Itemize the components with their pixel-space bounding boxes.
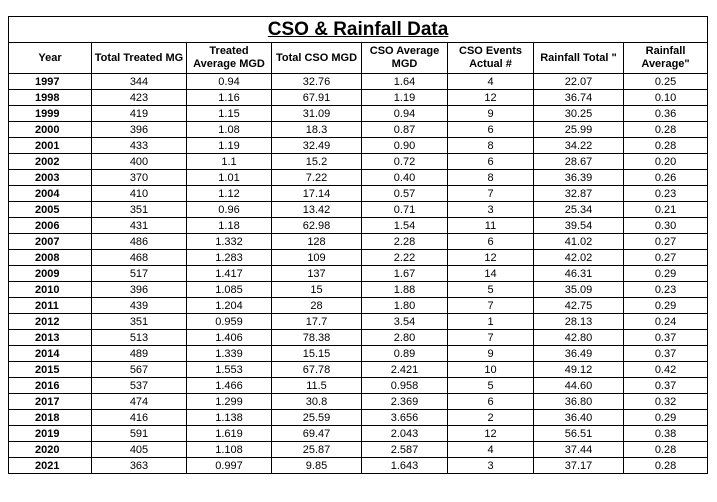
table-cell: 1.204 bbox=[187, 298, 272, 314]
table-cell: 0.30 bbox=[624, 218, 708, 234]
table-cell: 11.5 bbox=[272, 378, 362, 394]
table-cell: 1.619 bbox=[187, 426, 272, 442]
year-cell: 2003 bbox=[9, 170, 92, 186]
table-cell: 4 bbox=[448, 74, 534, 90]
table-cell: 3 bbox=[448, 458, 534, 474]
table-cell: 9 bbox=[448, 106, 534, 122]
table-cell: 3 bbox=[448, 202, 534, 218]
table-cell: 28.67 bbox=[534, 154, 624, 170]
table-cell: 2.043 bbox=[362, 426, 448, 442]
table-cell: 1.12 bbox=[187, 186, 272, 202]
table-cell: 25.59 bbox=[272, 410, 362, 426]
table-cell: 1 bbox=[448, 314, 534, 330]
year-cell: 2000 bbox=[9, 122, 92, 138]
table-cell: 0.959 bbox=[187, 314, 272, 330]
table-cell: 32.49 bbox=[272, 138, 362, 154]
year-cell: 1998 bbox=[9, 90, 92, 106]
table-cell: 7 bbox=[448, 186, 534, 202]
column-header: Treated Average MGD bbox=[187, 43, 272, 74]
table-cell: 9 bbox=[448, 346, 534, 362]
title-row bbox=[9, 17, 708, 43]
table-cell: 0.37 bbox=[624, 346, 708, 362]
table-cell: 0.24 bbox=[624, 314, 708, 330]
table-cell: 405 bbox=[92, 442, 187, 458]
table-cell: 567 bbox=[92, 362, 187, 378]
table-cell: 0.87 bbox=[362, 122, 448, 138]
table-cell: 25.34 bbox=[534, 202, 624, 218]
year-cell: 2007 bbox=[9, 234, 92, 250]
table-cell: 13.42 bbox=[272, 202, 362, 218]
year-cell: 2016 bbox=[9, 378, 92, 394]
table-cell: 0.28 bbox=[624, 442, 708, 458]
table-cell: 2.22 bbox=[362, 250, 448, 266]
table-title: CSO & Rainfall Data bbox=[267, 18, 449, 40]
table-cell: 0.25 bbox=[624, 74, 708, 90]
table-cell: 6 bbox=[448, 234, 534, 250]
year-cell: 2008 bbox=[9, 250, 92, 266]
year-cell: 2009 bbox=[9, 266, 92, 282]
table-row bbox=[9, 426, 708, 442]
table-row bbox=[9, 138, 708, 154]
table-cell: 12 bbox=[448, 90, 534, 106]
table-cell: 486 bbox=[92, 234, 187, 250]
table-cell: 67.91 bbox=[272, 90, 362, 106]
table-cell: 36.39 bbox=[534, 170, 624, 186]
table-cell: 1.466 bbox=[187, 378, 272, 394]
table-cell: 351 bbox=[92, 202, 187, 218]
table-cell: 30.25 bbox=[534, 106, 624, 122]
table-cell: 419 bbox=[92, 106, 187, 122]
year-cell: 2006 bbox=[9, 218, 92, 234]
table-row bbox=[9, 202, 708, 218]
table-cell: 1.299 bbox=[187, 394, 272, 410]
table-cell: 32.76 bbox=[272, 74, 362, 90]
table-cell: 0.27 bbox=[624, 234, 708, 250]
table-cell: 537 bbox=[92, 378, 187, 394]
table-cell: 351 bbox=[92, 314, 187, 330]
table-cell: 1.64 bbox=[362, 74, 448, 90]
table-cell: 0.94 bbox=[187, 74, 272, 90]
table-cell: 67.78 bbox=[272, 362, 362, 378]
table-cell: 1.283 bbox=[187, 250, 272, 266]
table-row bbox=[9, 170, 708, 186]
table-cell: 0.29 bbox=[624, 410, 708, 426]
column-header: CSO Average MGD bbox=[362, 43, 448, 74]
table-cell: 363 bbox=[92, 458, 187, 474]
table-row bbox=[9, 330, 708, 346]
column-header: Total Treated MG bbox=[92, 43, 187, 74]
column-header: CSO Events Actual # bbox=[448, 43, 534, 74]
table-cell: 39.54 bbox=[534, 218, 624, 234]
table-row bbox=[9, 410, 708, 426]
table-cell: 6 bbox=[448, 394, 534, 410]
table-row bbox=[9, 298, 708, 314]
year-cell: 2019 bbox=[9, 426, 92, 442]
table-cell: 439 bbox=[92, 298, 187, 314]
table-cell: 42.80 bbox=[534, 330, 624, 346]
table-row bbox=[9, 394, 708, 410]
table-cell: 1.15 bbox=[187, 106, 272, 122]
table-cell: 11 bbox=[448, 218, 534, 234]
year-cell: 2021 bbox=[9, 458, 92, 474]
table-cell: 0.28 bbox=[624, 138, 708, 154]
table-cell: 42.02 bbox=[534, 250, 624, 266]
table-cell: 12 bbox=[448, 250, 534, 266]
header-row bbox=[9, 43, 708, 74]
table-cell: 7.22 bbox=[272, 170, 362, 186]
table-cell: 0.27 bbox=[624, 250, 708, 266]
table-cell: 0.28 bbox=[624, 458, 708, 474]
table-cell: 5 bbox=[448, 282, 534, 298]
table-cell: 49.12 bbox=[534, 362, 624, 378]
table-row bbox=[9, 106, 708, 122]
table-cell: 0.38 bbox=[624, 426, 708, 442]
table-cell: 0.40 bbox=[362, 170, 448, 186]
table-cell: 400 bbox=[92, 154, 187, 170]
year-cell: 2011 bbox=[9, 298, 92, 314]
year-cell: 2017 bbox=[9, 394, 92, 410]
column-header: Rainfall Total " bbox=[534, 43, 624, 74]
table-body bbox=[9, 74, 708, 474]
table-cell: 1.085 bbox=[187, 282, 272, 298]
table-row bbox=[9, 362, 708, 378]
cso-rainfall-sheet bbox=[8, 16, 707, 474]
table-cell: 9.85 bbox=[272, 458, 362, 474]
table-cell: 41.02 bbox=[534, 234, 624, 250]
table-cell: 34.22 bbox=[534, 138, 624, 154]
table-cell: 0.89 bbox=[362, 346, 448, 362]
table-cell: 0.96 bbox=[187, 202, 272, 218]
year-cell: 2020 bbox=[9, 442, 92, 458]
column-header: Total CSO MGD bbox=[272, 43, 362, 74]
table-row bbox=[9, 378, 708, 394]
table-row bbox=[9, 90, 708, 106]
table-cell: 0.29 bbox=[624, 298, 708, 314]
year-cell: 2018 bbox=[9, 410, 92, 426]
table-cell: 1.339 bbox=[187, 346, 272, 362]
table-cell: 3.656 bbox=[362, 410, 448, 426]
table-cell: 31.09 bbox=[272, 106, 362, 122]
table-cell: 396 bbox=[92, 122, 187, 138]
table-cell: 17.7 bbox=[272, 314, 362, 330]
table-cell: 1.1 bbox=[187, 154, 272, 170]
table-cell: 513 bbox=[92, 330, 187, 346]
table-cell: 0.958 bbox=[362, 378, 448, 394]
table-cell: 0.36 bbox=[624, 106, 708, 122]
table-cell: 468 bbox=[92, 250, 187, 266]
year-cell: 1999 bbox=[9, 106, 92, 122]
table-cell: 1.88 bbox=[362, 282, 448, 298]
table-cell: 15.15 bbox=[272, 346, 362, 362]
table-cell: 28.13 bbox=[534, 314, 624, 330]
table-cell: 5 bbox=[448, 378, 534, 394]
table-cell: 15.2 bbox=[272, 154, 362, 170]
table-cell: 1.67 bbox=[362, 266, 448, 282]
table-cell: 62.98 bbox=[272, 218, 362, 234]
year-cell: 2005 bbox=[9, 202, 92, 218]
table-cell: 1.19 bbox=[362, 90, 448, 106]
table-cell: 1.138 bbox=[187, 410, 272, 426]
table-cell: 2 bbox=[448, 410, 534, 426]
table-cell: 78.38 bbox=[272, 330, 362, 346]
table-cell: 2.587 bbox=[362, 442, 448, 458]
table-cell: 18.3 bbox=[272, 122, 362, 138]
table-cell: 36.40 bbox=[534, 410, 624, 426]
table-cell: 6 bbox=[448, 122, 534, 138]
table-row bbox=[9, 186, 708, 202]
table-cell: 46.31 bbox=[534, 266, 624, 282]
table-cell: 410 bbox=[92, 186, 187, 202]
table-cell: 17.14 bbox=[272, 186, 362, 202]
table-cell: 1.19 bbox=[187, 138, 272, 154]
year-cell: 2004 bbox=[9, 186, 92, 202]
table-cell: 517 bbox=[92, 266, 187, 282]
table-cell: 0.29 bbox=[624, 266, 708, 282]
table-cell: 1.18 bbox=[187, 218, 272, 234]
table-cell: 25.99 bbox=[534, 122, 624, 138]
table-cell: 2.80 bbox=[362, 330, 448, 346]
table-cell: 1.108 bbox=[187, 442, 272, 458]
table-cell: 0.57 bbox=[362, 186, 448, 202]
table-cell: 0.997 bbox=[187, 458, 272, 474]
table-cell: 8 bbox=[448, 138, 534, 154]
table-cell: 474 bbox=[92, 394, 187, 410]
table-cell: 10 bbox=[448, 362, 534, 378]
table-cell: 14 bbox=[448, 266, 534, 282]
table-cell: 1.16 bbox=[187, 90, 272, 106]
table-cell: 0.37 bbox=[624, 378, 708, 394]
table-cell: 28 bbox=[272, 298, 362, 314]
table-cell: 0.37 bbox=[624, 330, 708, 346]
table-cell: 4 bbox=[448, 442, 534, 458]
table-cell: 32.87 bbox=[534, 186, 624, 202]
table-cell: 0.94 bbox=[362, 106, 448, 122]
table-cell: 0.21 bbox=[624, 202, 708, 218]
table-row bbox=[9, 250, 708, 266]
table-cell: 431 bbox=[92, 218, 187, 234]
table-row bbox=[9, 122, 708, 138]
table-cell: 36.49 bbox=[534, 346, 624, 362]
table-cell: 25.87 bbox=[272, 442, 362, 458]
table-cell: 591 bbox=[92, 426, 187, 442]
table-cell: 0.20 bbox=[624, 154, 708, 170]
table-cell: 37.44 bbox=[534, 442, 624, 458]
year-cell: 1997 bbox=[9, 74, 92, 90]
table-row bbox=[9, 282, 708, 298]
table-cell: 2.28 bbox=[362, 234, 448, 250]
column-header: Rainfall Average" bbox=[624, 43, 708, 74]
table-cell: 396 bbox=[92, 282, 187, 298]
table-cell: 0.72 bbox=[362, 154, 448, 170]
table-cell: 30.8 bbox=[272, 394, 362, 410]
table-cell: 433 bbox=[92, 138, 187, 154]
year-cell: 2002 bbox=[9, 154, 92, 170]
table-cell: 370 bbox=[92, 170, 187, 186]
table-cell: 7 bbox=[448, 330, 534, 346]
table-cell: 69.47 bbox=[272, 426, 362, 442]
table-cell: 1.643 bbox=[362, 458, 448, 474]
table-cell: 128 bbox=[272, 234, 362, 250]
year-cell: 2013 bbox=[9, 330, 92, 346]
table-cell: 2.421 bbox=[362, 362, 448, 378]
table-cell: 15 bbox=[272, 282, 362, 298]
year-cell: 2012 bbox=[9, 314, 92, 330]
year-cell: 2010 bbox=[9, 282, 92, 298]
table-cell: 7 bbox=[448, 298, 534, 314]
table-row bbox=[9, 442, 708, 458]
year-cell: 2015 bbox=[9, 362, 92, 378]
cso-rainfall-table bbox=[8, 16, 708, 474]
table-cell: 1.01 bbox=[187, 170, 272, 186]
table-row bbox=[9, 314, 708, 330]
table-cell: 42.75 bbox=[534, 298, 624, 314]
table-cell: 0.90 bbox=[362, 138, 448, 154]
table-row bbox=[9, 74, 708, 90]
table-cell: 0.10 bbox=[624, 90, 708, 106]
table-row bbox=[9, 218, 708, 234]
column-header: Year bbox=[9, 43, 92, 74]
table-cell: 8 bbox=[448, 170, 534, 186]
table-cell: 0.42 bbox=[624, 362, 708, 378]
table-row bbox=[9, 266, 708, 282]
year-cell: 2014 bbox=[9, 346, 92, 362]
table-cell: 0.71 bbox=[362, 202, 448, 218]
table-cell: 37.17 bbox=[534, 458, 624, 474]
table-cell: 344 bbox=[92, 74, 187, 90]
table-cell: 0.28 bbox=[624, 122, 708, 138]
table-cell: 12 bbox=[448, 426, 534, 442]
table-cell: 22.07 bbox=[534, 74, 624, 90]
table-cell: 56.51 bbox=[534, 426, 624, 442]
table-cell: 0.23 bbox=[624, 282, 708, 298]
table-cell: 1.406 bbox=[187, 330, 272, 346]
table-cell: 0.26 bbox=[624, 170, 708, 186]
year-cell: 2001 bbox=[9, 138, 92, 154]
table-title-cell bbox=[9, 17, 708, 43]
table-cell: 416 bbox=[92, 410, 187, 426]
table-cell: 2.369 bbox=[362, 394, 448, 410]
table-cell: 36.80 bbox=[534, 394, 624, 410]
table-cell: 489 bbox=[92, 346, 187, 362]
table-cell: 423 bbox=[92, 90, 187, 106]
table-cell: 0.23 bbox=[624, 186, 708, 202]
table-cell: 1.553 bbox=[187, 362, 272, 378]
table-row bbox=[9, 346, 708, 362]
table-cell: 1.54 bbox=[362, 218, 448, 234]
table-cell: 35.09 bbox=[534, 282, 624, 298]
table-cell: 6 bbox=[448, 154, 534, 170]
table-cell: 1.332 bbox=[187, 234, 272, 250]
table-row bbox=[9, 458, 708, 474]
table-cell: 44.60 bbox=[534, 378, 624, 394]
table-cell: 3.54 bbox=[362, 314, 448, 330]
table-cell: 1.08 bbox=[187, 122, 272, 138]
table-cell: 1.80 bbox=[362, 298, 448, 314]
table-row bbox=[9, 154, 708, 170]
table-cell: 137 bbox=[272, 266, 362, 282]
table-cell: 1.417 bbox=[187, 266, 272, 282]
table-cell: 0.32 bbox=[624, 394, 708, 410]
table-row bbox=[9, 234, 708, 250]
table-cell: 109 bbox=[272, 250, 362, 266]
table-cell: 36.74 bbox=[534, 90, 624, 106]
